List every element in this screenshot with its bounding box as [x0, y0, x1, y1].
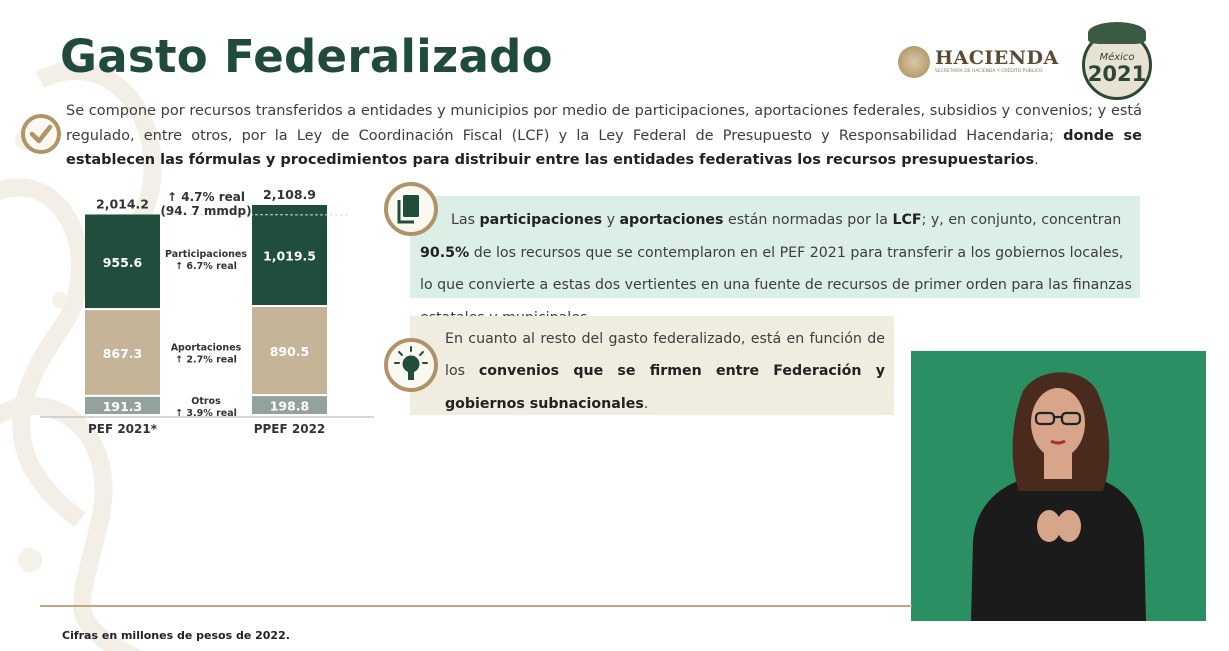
- box1-text-1: Las: [451, 212, 480, 228]
- box1-text-5: de los recursos que se contemplaron en el PEF 2021 para transferir a los gobiernos locales, lo que convierte a estas dos vertientes en una fuente de recursos de primer orden para las finanzas: [420, 244, 1132, 293]
- hacienda-logo-name: HACIENDA: [935, 47, 1059, 69]
- convenios-info-text: [445, 323, 885, 420]
- box2-bold-1: convenios que se firmen entre Federación y gobiernos subnacionales: [445, 363, 885, 412]
- x-axis-label-1: PEF 2021*: [87, 422, 158, 436]
- bar-value-otros-2: 198.8: [269, 398, 310, 414]
- hacienda-logo: [898, 44, 1059, 80]
- sign-language-interpreter-video: [911, 351, 1206, 621]
- growth-value-otros: ↑ 3.9% real: [175, 408, 237, 420]
- box1-text-2: y: [602, 212, 620, 228]
- bar-value-participaciones-1: 955.6: [102, 254, 143, 270]
- growth-label-otros: Otros: [191, 396, 221, 408]
- hacienda-logo-subtitle: SECRETARÍA DE HACIENDA Y CRÉDITO PÚBLICO: [935, 69, 1043, 74]
- growth-label-participaciones: Participaciones: [165, 249, 247, 261]
- page-title: Gasto Federalizado: [60, 30, 553, 83]
- box1-bold-4: 90.5%: [420, 244, 470, 261]
- document-icon: [383, 181, 439, 237]
- checkmark-icon: [20, 113, 62, 155]
- box1-bold-1: participaciones: [479, 212, 603, 228]
- intro-end: .: [1034, 152, 1039, 168]
- box1-text-3: están normadas por la: [723, 212, 893, 228]
- footnote: Cifras en millones de pesos de 2022.: [62, 629, 290, 642]
- box1-text-4: ; y, en conjunto, concentran: [921, 212, 1122, 228]
- total-change-amount: (94. 7 mmdp): [160, 204, 252, 218]
- bottom-divider: [40, 605, 912, 607]
- participaciones-info-text: [420, 204, 1132, 334]
- stacked-bar-chart: [36, 180, 381, 442]
- bar-value-participaciones-2: 1,019.5: [263, 248, 316, 264]
- intro-bold-text: donde se establecen las fórmulas y procedimientos para distribuir entre las entidades federativas los recursos presupuestarios: [66, 127, 1143, 168]
- interpreter-figure: [911, 351, 1206, 621]
- mexico-2021-logo: [1082, 22, 1154, 102]
- participaciones-info-box: [410, 196, 1140, 298]
- growth-label-aportaciones: Aportaciones: [170, 342, 242, 354]
- convenios-info-box: [410, 316, 894, 415]
- box2-text-2: .: [643, 395, 649, 412]
- bar-value-otros-1: 191.3: [102, 398, 143, 414]
- logo-year-label: 2021: [1087, 62, 1147, 86]
- bar-value-aportaciones-1: 867.3: [102, 345, 143, 361]
- growth-value-aportaciones: ↑ 2.7% real: [175, 354, 237, 366]
- bar-value-aportaciones-2: 890.5: [269, 344, 310, 360]
- bar-total-label-2: 2,108.9: [263, 187, 316, 203]
- intro-text: Se compone por recursos transferidos a entidades y municipios por medio de participaciones, aportaciones federales, subsidios y convenios; y está regulado, entre otros, por la Ley de Coordinación Fiscal (LCF) y la Ley Federal de Presupuesto y Responsabilidad Hacendaria;: [66, 103, 1142, 144]
- box1-bold-3: LCF: [892, 212, 922, 228]
- intro-paragraph: [66, 99, 1142, 173]
- lightbulb-icon: [383, 337, 439, 393]
- bar-total-label-1: 2,014.2: [96, 196, 149, 212]
- x-axis-label-2: PPEF 2022: [253, 422, 326, 436]
- growth-value-participaciones: ↑ 6.7% real: [175, 261, 237, 273]
- hacienda-emblem-icon: [898, 46, 930, 78]
- logo-mexico-label: México: [1099, 52, 1135, 63]
- box2-text-1: En cuanto al resto del gasto federalizado, está en función de los: [445, 331, 885, 380]
- serpent-icon: [1088, 22, 1146, 44]
- box1-bold-2: aportaciones: [619, 212, 724, 228]
- total-change-annotation: ↑ 4.7% real: [167, 190, 245, 204]
